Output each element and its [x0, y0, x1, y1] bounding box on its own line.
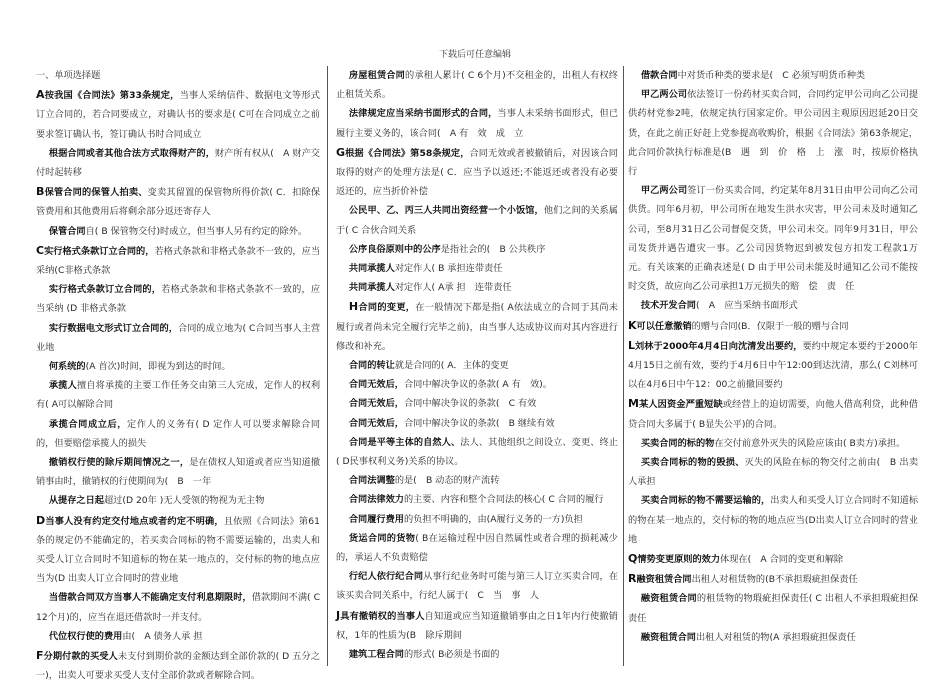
- question-text: 自知道或应当知道撤销事由之日1年内行使撤销权，1年的性质为(B 除斥期间: [336, 610, 618, 641]
- question-text: 若格式条款和非格式条款不一致的，应当采纳 (D 非格式条款: [36, 284, 321, 315]
- index-letter: K: [628, 318, 637, 332]
- index-letter: L: [628, 338, 636, 352]
- index-letter: J: [336, 608, 341, 622]
- question-paragraph: [336, 66, 618, 104]
- question-text: 未支付到期价款的金额达到全部价款的( D 五分之一)，出卖人可要求买受人支付全部价款或者解除合同。: [36, 651, 321, 682]
- question-stem: 融资租赁合同: [636, 574, 692, 586]
- column-divider: [623, 66, 624, 666]
- question-stem: 分期付款的买受人: [43, 651, 118, 663]
- question-text: 当事人未采纳书面形式，但已履行主要义务的，该合同( A 有 效 成 立: [336, 108, 619, 139]
- question-paragraph: [336, 606, 618, 645]
- question-text: 财产所有权从( A 财产交付时起转移: [36, 147, 320, 179]
- question-text: 自( B 保管物交付)时成立，但当事人另有约定的除外。: [85, 225, 308, 237]
- index-letter: C: [36, 243, 45, 257]
- question-text: 借款期间不满( C 12个月)的，应当在退还借款时一并支付。: [36, 592, 321, 623]
- question-text: 体现在( A 合同的变更和解除: [720, 554, 844, 566]
- question-text: 是在债权人知道或者应当知道撤销事由时，撤销权的行使期间为( B 一年: [36, 457, 321, 488]
- question-stem: 从提存之日起: [48, 495, 104, 507]
- question-paragraph: [336, 529, 618, 567]
- question-text: 对定作人( B 承担连带责任: [394, 263, 503, 275]
- question-stem: 代位权行使的费用: [48, 630, 123, 642]
- question-stem: 合同的转让: [348, 360, 395, 372]
- question-paragraph: [628, 628, 918, 647]
- question-paragraph: [336, 356, 618, 375]
- question-stem: 货运合同的货物: [348, 532, 416, 544]
- question-text: 出租人对租赁物的(B不承担瑕疵担保责任: [691, 574, 858, 586]
- question-stem: 合同无效后，: [348, 398, 404, 410]
- question-text: 的形式( B必须是书面的: [404, 649, 500, 661]
- question-stem: 行纪人依行纪合同: [348, 571, 424, 583]
- question-text: 由( A 债务人承 担: [122, 630, 203, 642]
- question-paragraph: [36, 491, 320, 510]
- question-text: 的承租人累计( C 6个月)不交租金的，出租人有权终止租赁关系。: [336, 70, 618, 101]
- question-paragraph: [36, 646, 320, 685]
- question-paragraph: [336, 471, 618, 490]
- question-stem: 买卖合同的标的物: [640, 437, 715, 449]
- question-paragraph: [628, 589, 918, 627]
- question-stem: 合同是平等主体的自然人、: [348, 436, 461, 448]
- question-text: 的负担不明确的，由(A履行义务的一方)负担: [404, 513, 583, 525]
- question-paragraph: [336, 259, 618, 278]
- question-paragraph: [336, 645, 618, 664]
- question-paragraph: [336, 375, 618, 394]
- question-paragraph: [628, 434, 918, 453]
- question-paragraph: [628, 336, 918, 395]
- question-paragraph: [36, 627, 320, 646]
- page-header: 下载后可任意编辑: [438, 50, 511, 60]
- column-3: [628, 66, 918, 666]
- question-paragraph: [36, 376, 320, 414]
- question-stem: 情势变更原则的效力: [637, 554, 721, 566]
- question-stem: 某人因资金严重短缺: [638, 399, 723, 411]
- question-text: 一、单项选择题: [36, 70, 101, 81]
- question-text: 的租赁物的物瑕疵担保责任( C 出租人不承担瑕疵担保责任: [628, 593, 919, 624]
- question-paragraph: [336, 297, 618, 356]
- question-stem: 合同履行费用: [348, 513, 404, 525]
- question-paragraph: [628, 569, 918, 589]
- question-paragraph: [336, 414, 618, 433]
- question-text: 的是( B 动态的财产流转: [394, 475, 500, 487]
- question-stem: 实行格式条款订立合同的，: [48, 284, 162, 296]
- question-paragraph: [36, 357, 320, 376]
- question-text: 合同中解决争议的条款( A 有 效)。: [404, 379, 552, 391]
- question-stem: 合同法律效力: [348, 494, 404, 506]
- question-paragraph: [628, 316, 918, 336]
- question-text: 擅自将承揽的主要工作任务交由第三人完成，定作人的权利有( A可以解除合同: [36, 380, 321, 411]
- question-stem: 甲乙两公司: [640, 89, 688, 101]
- question-paragraph: [628, 66, 918, 85]
- question-text: 若格式条款和非格式条款不一致的，应当采纳(C非格式条款: [36, 245, 321, 277]
- question-stem: 融资租赁合同: [640, 631, 696, 643]
- question-paragraph: [36, 280, 320, 318]
- question-stem: 法律规定应当采纳书面形式的合同，: [348, 108, 498, 120]
- question-paragraph: [336, 394, 618, 413]
- question-text: 出租人对租赁的物(A 承担瑕疵担保责任: [696, 631, 856, 643]
- question-paragraph: [628, 491, 918, 549]
- question-stem: 技术开发合同: [640, 300, 696, 312]
- question-text: 合同无效或者被撤销后，对因该合同取得的财产的处理方法是( C．应当予以返还;不能返还或者没有必要返还的，应当折价补偿: [336, 147, 618, 198]
- question-text: 灭失的风险在标的物交付之前由( B 出卖人承担: [628, 457, 919, 488]
- question-stem: 买卖合同标的物不需要运输的，: [640, 495, 771, 507]
- question-stem: 根据《合同法》第58条规定，: [345, 147, 470, 159]
- question-stem: 实行数据电文形式订立合同的，: [48, 322, 178, 334]
- question-stem: 实行格式条款订立合同的，: [44, 245, 155, 257]
- question-stem: 合同无效后，: [348, 379, 404, 391]
- question-stem: 根据合同或者其他合法方式取得财产的，: [48, 147, 215, 159]
- question-stem: 何系统的: [48, 361, 86, 373]
- question-stem: 具有撤销权的当事人: [340, 610, 425, 622]
- question-text: 就是合同的( A．主体的变更: [394, 360, 509, 372]
- question-paragraph: [628, 85, 918, 181]
- column-1: [36, 66, 321, 682]
- question-text: 法人、其他组织之间设立、变更、终止( D民事权利义务)关系的协议。: [336, 436, 619, 468]
- question-paragraph: [336, 433, 618, 471]
- question-text: 或经营上的迫切需要，向他人借高利贷，此种借贷合同大多属于( B显失公平)的合同。: [628, 399, 918, 430]
- question-stem: 融资租赁合同: [640, 593, 697, 605]
- question-text: 且依照《合同法》第61 条的规定仍不能确定的，若买卖合同标的物不需要运输的，出卖人和买受人订立合同时不知道标的物在某一地点的，交付标的物的地点应当为(D 出卖人订立合同时的营业地: [36, 515, 320, 585]
- index-letter: B: [36, 185, 45, 199]
- question-stem: 撤销权行使的除斥期间情况之一，: [48, 457, 190, 469]
- index-letter: G: [336, 145, 346, 159]
- question-stem: 公序良俗原则中的公序: [348, 243, 441, 255]
- question-paragraph: [628, 394, 918, 433]
- question-text: 在一般情况下都是指( A依法成立的合同于其尚未履行或者尚未完全履行完毕之前)，由当事人达成协议而对其内容进行修改和补充。: [336, 302, 618, 352]
- question-text: 当事人采纳信件、数据电文等形式订立合同的，若合同要成立，对确认书的要求是( C可在合同成立之前要求签订确认书，签订确认书时合同成立: [36, 90, 320, 140]
- index-letter: F: [36, 649, 44, 663]
- index-letter: H: [348, 300, 359, 314]
- question-text: 在交付前意外灭失的风险应该由( B卖方)承担。: [714, 437, 906, 449]
- question-text: 是指社会的( B 公共秩序: [440, 243, 546, 255]
- question-stem: 保管合同: [48, 225, 86, 237]
- question-text: ( A 应当采纳书面形式: [696, 300, 798, 312]
- question-stem: 保管合同的保管人拍卖、: [44, 187, 148, 199]
- question-stem: 当事人没有约定交付地点或者约定不明确，: [45, 515, 224, 527]
- index-letter: D: [36, 513, 46, 527]
- question-paragraph: [36, 511, 320, 589]
- question-stem: 借款合同: [640, 70, 678, 81]
- question-paragraph: [628, 296, 918, 315]
- question-paragraph: [36, 182, 320, 221]
- question-paragraph: [36, 319, 320, 357]
- question-paragraph: [36, 588, 320, 626]
- question-stem: 共同承揽人: [348, 263, 395, 275]
- question-text: 变卖其留置的保管物所得价款( C．扣除保管费用和其他费用后将剩余部分返还寄存人: [36, 187, 321, 218]
- question-stem: 当借款合同双方当事人不能确定支付利息期限时，: [48, 592, 252, 604]
- question-paragraph: [36, 85, 320, 144]
- question-paragraph: [336, 490, 618, 509]
- index-letter: Q: [628, 552, 638, 566]
- question-text: 的主要、内容和整个合同法的核心( C 合同的履行: [404, 494, 604, 506]
- question-paragraph: [336, 278, 618, 297]
- question-stem: 建筑工程合同: [348, 649, 404, 661]
- question-paragraph: [36, 66, 320, 85]
- question-paragraph: [628, 549, 918, 569]
- question-stem: 合同的变更，: [358, 302, 416, 314]
- question-paragraph: [36, 144, 320, 182]
- question-text: 出卖人和买受人订立合同时不知道标的物在某一地点的，交付标的物的地点应当(D出卖人订立合同时的营业地: [628, 495, 919, 545]
- question-text: 超过(D 20年 )无人受领的物视为无主物: [104, 495, 265, 507]
- question-text: 合同中解决争议的条款( B 继续有效: [404, 417, 555, 429]
- question-paragraph: [336, 104, 618, 142]
- question-text: 他们之间的关系属于( C 合伙合同关系: [336, 205, 618, 236]
- question-stem: 承揽合同成立后，: [48, 418, 128, 430]
- question-stem: 合同法调整: [348, 475, 395, 487]
- question-paragraph: [36, 222, 320, 241]
- question-paragraph: [336, 143, 618, 202]
- question-text: 要约中规定本要约于2000年4月15日之前有效，要约于4月6日中午12:00到达沈清，那么( C刘林可以在4月6日中午12：00之前撤回要约: [628, 340, 918, 391]
- question-stem: 可以任意撤销: [636, 320, 692, 332]
- question-stem: 甲乙两公司: [640, 185, 688, 197]
- question-paragraph: [628, 181, 918, 296]
- question-text: 从事行纪业务时可能与第三人订立买卖合同，在该买卖合同关系中，行纪人属于( C 当 事 人: [336, 571, 619, 602]
- question-stem: 共同承揽人: [348, 282, 395, 294]
- question-paragraph: [628, 453, 918, 491]
- question-text: ( B在运输过程中因自然属性或者合理的损耗减少的，承运人不负责赔偿: [336, 532, 618, 564]
- question-paragraph: [336, 510, 618, 529]
- question-paragraph: [36, 241, 320, 280]
- question-text: 合同中解决争议的条款( C 有效: [404, 398, 537, 410]
- question-paragraph: [36, 453, 320, 491]
- question-stem: 按我国《合同法》第33条规定，: [44, 90, 180, 102]
- index-letter: M: [628, 397, 639, 411]
- question-text: 签订一份买卖合同，约定某年8月31日由甲公司向乙公司供货。同年6月初，甲公司所在地发生洪水灾害，甲公司未及时通知乙公司，至8月31日乙公司督促交货，甲公司未交。同年9月31日，甲公司发货并遇告遭灾一事。乙公司因货物迟到被发包方扣发工程款1万元。有关该案的正确表述是( D 由于甲公司未能及时通知乙公司不能按时交货，故应向乙公司承担1万元损失的赔 偿 责 任: [628, 185, 918, 293]
- question-stem: 房屋租赁合同: [348, 70, 406, 81]
- question-paragraph: [336, 240, 618, 259]
- question-text: 中对货币种类的要求是( C 必须写明货币种类: [677, 70, 866, 81]
- question-paragraph: [36, 415, 320, 453]
- question-text: 对定作人( A承 担 连带责任: [394, 282, 512, 294]
- question-stem: 合同无效后，: [348, 417, 404, 429]
- question-paragraph: [336, 201, 618, 239]
- question-stem: 买卖合同标的物的毁损、: [640, 457, 745, 469]
- column-2: [336, 66, 618, 666]
- question-text: (A 首次)时间，即视为到达的时间。: [85, 361, 231, 373]
- question-text: 依法签订一份药材买卖合同，合同约定甲公司向乙公司提供药材党参2吨，依规定执行国家定价。甲公司因主观原因迟延20日交货，在此之前正好赶上党参提高收购价，根据《合同法》第63条规定，此合同价款执行标准是(B 遇 到 价 格 上 涨 时，按原价格执行: [628, 89, 919, 178]
- question-paragraph: [336, 567, 618, 605]
- question-text: 的赠与合同(B．仅限于一般的赠与合同: [691, 320, 849, 332]
- index-letter: A: [36, 88, 45, 102]
- question-text: 合同的成立地为( C合同当事人主营业地: [36, 322, 321, 353]
- index-letter: R: [628, 572, 637, 586]
- question-stem: 刘林于2000年4月4日向沈清发出要约，: [635, 340, 803, 352]
- question-stem: 公民甲、乙、丙三人共同出资经营一个小饭馆，: [348, 205, 544, 217]
- question-text: 定作人的义务有( D 定作人可以要求解除合同的，但要赔偿承揽人的损失: [36, 418, 321, 449]
- question-stem: 承揽人: [48, 380, 77, 392]
- column-divider: [327, 66, 328, 666]
